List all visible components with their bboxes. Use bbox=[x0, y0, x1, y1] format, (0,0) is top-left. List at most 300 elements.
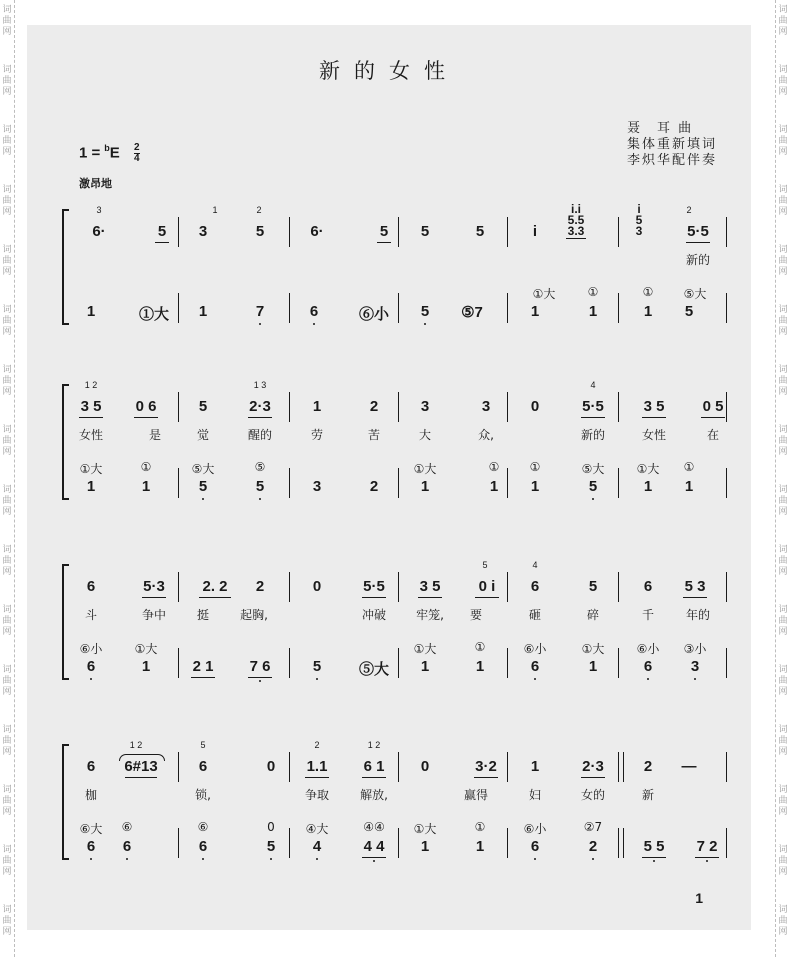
chord-stack-note: 5.5 bbox=[567, 213, 585, 227]
bar-line bbox=[289, 752, 290, 782]
bass-note: 4 4 bbox=[363, 838, 385, 855]
bar-line bbox=[178, 293, 179, 323]
melody-note: i bbox=[532, 223, 538, 240]
melody-note: 5 bbox=[255, 223, 265, 240]
watermark-left: 词 曲 网 bbox=[2, 64, 12, 96]
fingering-number: 3 bbox=[96, 205, 102, 215]
bar-line bbox=[726, 648, 727, 678]
chord-symbol: ⑤大 bbox=[191, 462, 215, 476]
bass-note: ⑤大 bbox=[358, 661, 390, 678]
lower-octave-dot bbox=[424, 323, 426, 325]
bass-note: 2 1 bbox=[192, 658, 214, 675]
melody-note: 3 bbox=[481, 398, 491, 415]
melody-note: 2 bbox=[255, 578, 265, 595]
chord-symbol: ⑤ bbox=[254, 460, 266, 474]
watermark-right: 词 曲 网 bbox=[778, 604, 788, 636]
lyric-text: 新的 bbox=[685, 253, 711, 267]
bar-line bbox=[726, 572, 727, 602]
lower-octave-dot bbox=[316, 678, 318, 680]
bass-note: 1 bbox=[198, 303, 208, 320]
system-brace bbox=[62, 209, 69, 325]
bar-line bbox=[178, 752, 179, 782]
melody-note: 2·3 bbox=[582, 758, 604, 775]
bass-note: 3 bbox=[690, 658, 700, 675]
bar-line bbox=[289, 572, 290, 602]
chord-stack-note: 5 bbox=[635, 213, 643, 227]
beam-underline bbox=[683, 597, 707, 598]
lower-octave-dot bbox=[653, 860, 655, 862]
beam-underline bbox=[642, 857, 666, 858]
watermark-right: 词 曲 网 bbox=[778, 904, 788, 936]
song-title: 新的女性 bbox=[319, 59, 459, 83]
time-top: 2 bbox=[133, 142, 140, 153]
bass-note: 2 bbox=[588, 838, 598, 855]
lower-octave-dot bbox=[259, 680, 261, 682]
chord-symbol: ⑥ bbox=[121, 820, 133, 834]
bass-note: 1 bbox=[489, 478, 499, 495]
bass-note: 1 bbox=[86, 478, 96, 495]
melody-note: 2·3 bbox=[249, 398, 271, 415]
bar-line bbox=[507, 293, 508, 323]
melody-note: 3·2 bbox=[475, 758, 497, 775]
watermark-right: 词 曲 网 bbox=[778, 544, 788, 576]
bass-note: 5 bbox=[255, 478, 265, 495]
bass-note: 6 bbox=[309, 303, 319, 320]
bass-note: 1 bbox=[420, 658, 430, 675]
bass-note: 1 bbox=[420, 838, 430, 855]
chord-symbol: ① bbox=[140, 460, 152, 474]
watermark-left: 词 曲 网 bbox=[2, 124, 12, 156]
accompaniment-credit: 李炽华配伴奏 bbox=[626, 153, 717, 168]
watermark-right: 词 曲 网 bbox=[778, 664, 788, 696]
bar-line bbox=[507, 828, 508, 858]
watermark-left: 词 曲 网 bbox=[2, 304, 12, 336]
bar-line bbox=[618, 293, 619, 323]
bass-note: ⑤7 bbox=[461, 304, 483, 321]
melody-note: 6 1 bbox=[363, 758, 385, 775]
bass-note: 5 bbox=[420, 303, 430, 320]
beam-underline bbox=[79, 417, 103, 418]
fingering-number: 1 bbox=[212, 205, 218, 215]
watermark-right: 词 曲 网 bbox=[778, 64, 788, 96]
melody-note: 6 bbox=[530, 578, 540, 595]
chord-symbol: ④大 bbox=[305, 822, 329, 836]
time-bottom: 4 bbox=[133, 153, 140, 164]
bass-note: 5 bbox=[266, 838, 276, 855]
fingering-number: 1 2 bbox=[129, 740, 143, 750]
beam-underline bbox=[362, 777, 386, 778]
bar-line bbox=[618, 572, 619, 602]
melody-note: 5 bbox=[588, 578, 598, 595]
bar-line bbox=[618, 468, 619, 498]
melody-note: 5 bbox=[379, 223, 389, 240]
lyric-text: 锁, bbox=[195, 788, 211, 802]
lyric-text: 赢得 bbox=[463, 788, 489, 802]
fingering-number: 4 bbox=[590, 380, 596, 390]
melody-note: 0 6 bbox=[135, 398, 157, 415]
lyric-text: 争取 bbox=[304, 788, 330, 802]
bass-note: 5 bbox=[312, 658, 322, 675]
bar-line bbox=[398, 217, 399, 247]
bar-line bbox=[618, 392, 619, 422]
watermark-right: 词 曲 网 bbox=[778, 124, 788, 156]
watermark-right: 词 曲 网 bbox=[778, 784, 788, 816]
lyric-text: 千 bbox=[641, 608, 655, 622]
beam-underline bbox=[199, 597, 231, 598]
system-brace bbox=[62, 744, 69, 860]
melody-note: 3 5 bbox=[80, 398, 102, 415]
lower-octave-dot bbox=[373, 860, 375, 862]
chord-symbol: ①大 bbox=[636, 462, 660, 476]
beam-underline bbox=[581, 777, 605, 778]
score-system-1 bbox=[62, 202, 732, 325]
watermark-left: 词 曲 网 bbox=[2, 604, 12, 636]
bass-note: 1 bbox=[588, 303, 598, 320]
melody-note: 6#13 bbox=[124, 758, 158, 775]
fingering-number: 4 bbox=[532, 560, 538, 570]
chord-symbol: ⑤大 bbox=[581, 462, 605, 476]
bass-note: 5 bbox=[198, 478, 208, 495]
triplet-slur bbox=[119, 754, 165, 761]
lyric-text: 劳 bbox=[310, 428, 324, 442]
bass-note: 6 bbox=[643, 658, 653, 675]
bass-note: 7 bbox=[255, 303, 265, 320]
chord-symbol: ①大 bbox=[413, 642, 437, 656]
chord-symbol: ① bbox=[529, 460, 541, 474]
melody-note: 5 bbox=[475, 223, 485, 240]
bass-note: 1 bbox=[588, 658, 598, 675]
chord-symbol: ① bbox=[474, 640, 486, 654]
melody-note: 0 bbox=[312, 578, 322, 595]
bass-note: 7 6 bbox=[249, 658, 271, 675]
key-prefix: 1 = bbox=[79, 144, 101, 162]
bar-line bbox=[178, 392, 179, 422]
chord-symbol: ① bbox=[488, 460, 500, 474]
bar-line bbox=[398, 468, 399, 498]
lyric-text: 牢笼, bbox=[416, 608, 444, 622]
bass-note: 1 bbox=[420, 478, 430, 495]
score-system-3 bbox=[62, 560, 732, 680]
chord-symbol: ①大 bbox=[79, 462, 103, 476]
beam-underline bbox=[474, 777, 498, 778]
watermark-right: 词 曲 网 bbox=[778, 484, 788, 516]
chord-symbol: ⑥小 bbox=[523, 822, 547, 836]
beam-underline bbox=[362, 597, 386, 598]
melody-note: 2. 2 bbox=[202, 578, 228, 595]
bass-note: 6 bbox=[530, 838, 540, 855]
bass-note: 6 bbox=[86, 838, 96, 855]
bar-line bbox=[178, 468, 179, 498]
lyric-text: 斗 bbox=[84, 608, 98, 622]
lyric-text: 觉 bbox=[196, 428, 210, 442]
lower-octave-dot bbox=[647, 678, 649, 680]
melody-note: 3 5 bbox=[419, 578, 441, 595]
bass-note: 6 bbox=[530, 658, 540, 675]
lower-octave-dot bbox=[694, 678, 696, 680]
bar-line bbox=[178, 217, 179, 247]
chord-stack-note: i.i bbox=[570, 202, 582, 216]
beam-underline bbox=[566, 238, 586, 239]
melody-note: — bbox=[681, 758, 697, 775]
watermark-left: 词 曲 网 bbox=[2, 364, 12, 396]
bar-line bbox=[507, 572, 508, 602]
bar-line bbox=[618, 828, 619, 858]
bar-line bbox=[398, 648, 399, 678]
bar-line bbox=[507, 752, 508, 782]
bass-note: 1 bbox=[530, 478, 540, 495]
lyric-text: 在 bbox=[706, 428, 720, 442]
bass-note: 2 bbox=[369, 478, 379, 495]
fingering-number: 1 2 bbox=[367, 740, 381, 750]
chord-symbol: ① bbox=[642, 285, 654, 299]
melody-note: 5 bbox=[420, 223, 430, 240]
bass-note: 1 bbox=[475, 838, 485, 855]
watermark-right: 词 曲 网 bbox=[778, 4, 788, 36]
bar-line bbox=[623, 752, 624, 782]
bass-note: 1 bbox=[86, 303, 96, 320]
lyric-text: 是 bbox=[148, 428, 162, 442]
bar-line bbox=[289, 828, 290, 858]
melody-note: 6· bbox=[92, 223, 106, 240]
watermark-left: 词 曲 网 bbox=[2, 424, 12, 456]
melody-note: 3 5 bbox=[643, 398, 665, 415]
fingering-number: 2 bbox=[256, 205, 262, 215]
lyric-text: 女性 bbox=[78, 428, 104, 442]
lyric-text: 冲破 bbox=[361, 608, 387, 622]
melody-note: 0 bbox=[266, 758, 276, 775]
melody-note: 6 bbox=[198, 758, 208, 775]
bass-note: 1 bbox=[643, 303, 653, 320]
lower-octave-dot bbox=[313, 323, 315, 325]
watermark-right: 词 曲 网 bbox=[778, 244, 788, 276]
lower-octave-dot bbox=[706, 860, 708, 862]
watermark-right: 词 曲 网 bbox=[778, 304, 788, 336]
chord-symbol: ⑥小 bbox=[636, 642, 660, 656]
bar-line bbox=[507, 468, 508, 498]
melody-note: 0 bbox=[420, 758, 430, 775]
watermark-left: 词 曲 网 bbox=[2, 844, 12, 876]
beam-underline bbox=[155, 242, 169, 243]
bar-line bbox=[398, 392, 399, 422]
beam-underline bbox=[125, 777, 157, 778]
lower-octave-dot bbox=[534, 858, 536, 860]
lyricist-credit: 集体重新填词 bbox=[626, 137, 717, 152]
time-signature bbox=[134, 143, 140, 164]
system-brace bbox=[62, 384, 69, 500]
watermark-left: 词 曲 网 bbox=[2, 544, 12, 576]
melody-note: 5·5 bbox=[582, 398, 604, 415]
lower-octave-dot bbox=[316, 858, 318, 860]
bar-line bbox=[618, 217, 619, 247]
beam-underline bbox=[475, 597, 499, 598]
melody-note: 6 bbox=[86, 578, 96, 595]
lyric-text: 大 bbox=[418, 428, 432, 442]
lyric-text: 醒的 bbox=[247, 428, 273, 442]
beam-underline bbox=[134, 417, 158, 418]
bass-note: 6 bbox=[198, 838, 208, 855]
melody-note: 6 bbox=[86, 758, 96, 775]
lyric-text: 新的 bbox=[580, 428, 606, 442]
bass-note: 7 2 bbox=[696, 838, 718, 855]
key-note: E bbox=[109, 144, 120, 162]
watermark-left: 词 曲 网 bbox=[2, 904, 12, 936]
bar-line bbox=[398, 828, 399, 858]
lyric-text: 枷 bbox=[84, 788, 98, 802]
bar-line bbox=[618, 648, 619, 678]
bar-line bbox=[289, 217, 290, 247]
watermark-left: 词 曲 网 bbox=[2, 244, 12, 276]
lower-octave-dot bbox=[90, 678, 92, 680]
melody-note: 6· bbox=[310, 223, 324, 240]
bass-note: 1 bbox=[475, 658, 485, 675]
bar-line bbox=[289, 293, 290, 323]
flat-sign: b bbox=[104, 143, 110, 154]
beam-underline bbox=[686, 242, 710, 243]
system-brace bbox=[62, 564, 69, 680]
bar-line bbox=[398, 293, 399, 323]
lyric-text: 年的 bbox=[685, 608, 711, 622]
chord-symbol: ④④ bbox=[363, 820, 385, 834]
fingering-number: 2 bbox=[686, 205, 692, 215]
lower-octave-dot bbox=[592, 858, 594, 860]
bass-note: 1 bbox=[643, 478, 653, 495]
beam-underline bbox=[701, 417, 725, 418]
watermark-left: 词 曲 网 bbox=[2, 724, 12, 756]
bar-line bbox=[398, 572, 399, 602]
melody-note: 0 i bbox=[478, 578, 496, 595]
bass-note: 1 bbox=[141, 478, 151, 495]
beam-underline bbox=[377, 242, 391, 243]
lyric-text: 女的 bbox=[580, 788, 606, 802]
lower-octave-dot bbox=[259, 498, 261, 500]
watermark-right: 词 曲 网 bbox=[778, 844, 788, 876]
chord-symbol: ⑥小 bbox=[79, 642, 103, 656]
beam-underline bbox=[695, 857, 719, 858]
beam-underline bbox=[248, 417, 272, 418]
bar-line bbox=[178, 572, 179, 602]
melody-note: 5 3 bbox=[684, 578, 706, 595]
beam-underline bbox=[142, 597, 166, 598]
lyric-text: 女性 bbox=[641, 428, 667, 442]
watermark-left: 词 曲 网 bbox=[2, 184, 12, 216]
melody-note: 0 5 bbox=[702, 398, 724, 415]
lower-octave-dot bbox=[202, 498, 204, 500]
chord-symbol: ①大 bbox=[532, 287, 556, 301]
lyric-text: 挺 bbox=[196, 608, 210, 622]
bar-line bbox=[726, 293, 727, 323]
bar-line bbox=[398, 752, 399, 782]
bass-note: 6 bbox=[122, 838, 132, 855]
beam-underline bbox=[418, 597, 442, 598]
bass-note: 6 bbox=[86, 658, 96, 675]
bass-note: 1 bbox=[530, 303, 540, 320]
chord-symbol: ①大 bbox=[134, 642, 158, 656]
lyric-text: 新 bbox=[641, 788, 655, 802]
chord-symbol: ⑥ bbox=[197, 820, 209, 834]
chord-symbol: ②7 bbox=[583, 820, 603, 834]
watermark-left: 词 曲 网 bbox=[2, 4, 12, 36]
lyric-text: 砸 bbox=[528, 608, 542, 622]
beam-underline bbox=[642, 417, 666, 418]
bass-note: 5 bbox=[588, 478, 598, 495]
bar-line bbox=[726, 752, 727, 782]
fingering-number: 1 3 bbox=[253, 380, 267, 390]
tempo-marking: 激昂地 bbox=[79, 177, 112, 190]
watermark-right: 词 曲 网 bbox=[778, 724, 788, 756]
melody-note: 3 bbox=[198, 223, 208, 240]
melody-note: 5·5 bbox=[687, 223, 709, 240]
fingering-number: 2 bbox=[314, 740, 320, 750]
chord-symbol: ① bbox=[474, 820, 486, 834]
bass-note: 5 5 bbox=[643, 838, 665, 855]
bar-line bbox=[178, 648, 179, 678]
melody-note: 5 bbox=[198, 398, 208, 415]
page-number: 1 bbox=[695, 890, 703, 906]
melody-note: 0 bbox=[530, 398, 540, 415]
bass-note: ⑥小 bbox=[358, 306, 390, 323]
bass-note: 4 bbox=[312, 838, 322, 855]
melody-note: 5·3 bbox=[143, 578, 165, 595]
chord-symbol: ① bbox=[683, 460, 695, 474]
chord-symbol: ①大 bbox=[413, 462, 437, 476]
chord-symbol: ① bbox=[587, 285, 599, 299]
composer-credit: 聂 耳 曲 bbox=[626, 121, 694, 136]
lyric-text: 解放, bbox=[360, 788, 388, 802]
beam-underline bbox=[362, 857, 386, 858]
lyric-text: 妇 bbox=[528, 788, 542, 802]
lyric-text: 苦 bbox=[367, 428, 381, 442]
credits bbox=[627, 121, 717, 169]
chord-symbol: ①大 bbox=[581, 642, 605, 656]
lower-octave-dot bbox=[534, 678, 536, 680]
melody-note: 5·5 bbox=[363, 578, 385, 595]
key-signature bbox=[79, 143, 140, 164]
bar-line bbox=[726, 217, 727, 247]
chord-stack-note: 3.3 bbox=[567, 224, 585, 238]
lower-octave-dot bbox=[592, 498, 594, 500]
chord-symbol: ⑥小 bbox=[523, 642, 547, 656]
lower-octave-dot bbox=[270, 858, 272, 860]
fingering-number: 1 2 bbox=[84, 380, 98, 390]
bar-line bbox=[726, 468, 727, 498]
bar-line bbox=[618, 752, 619, 782]
lower-octave-dot bbox=[90, 858, 92, 860]
lyric-text: 众, bbox=[478, 428, 494, 442]
lower-octave-dot bbox=[259, 323, 261, 325]
chord-symbol: 0 bbox=[267, 820, 275, 834]
chord-symbol: ③小 bbox=[683, 642, 707, 656]
bass-note: 5 bbox=[684, 303, 694, 320]
bass-note: ①大 bbox=[138, 306, 170, 323]
melody-note: 2 bbox=[643, 758, 653, 775]
lyric-text: 要 bbox=[469, 608, 483, 622]
chord-stack-note: i bbox=[637, 202, 641, 216]
melody-note: 1.1 bbox=[306, 758, 328, 775]
bass-note: 1 bbox=[684, 478, 694, 495]
score-system-2 bbox=[62, 380, 732, 500]
bar-line bbox=[726, 828, 727, 858]
watermark-right: 词 曲 网 bbox=[778, 184, 788, 216]
lower-octave-dot bbox=[126, 858, 128, 860]
watermark-right: 词 曲 网 bbox=[778, 364, 788, 396]
fingering-number: 5 bbox=[200, 740, 206, 750]
bar-line bbox=[623, 828, 624, 858]
beam-underline bbox=[305, 777, 329, 778]
chord-stack-note: 3 bbox=[635, 224, 643, 238]
watermark-left: 词 曲 网 bbox=[2, 784, 12, 816]
melody-note: 1 bbox=[530, 758, 540, 775]
beam-underline bbox=[581, 417, 605, 418]
